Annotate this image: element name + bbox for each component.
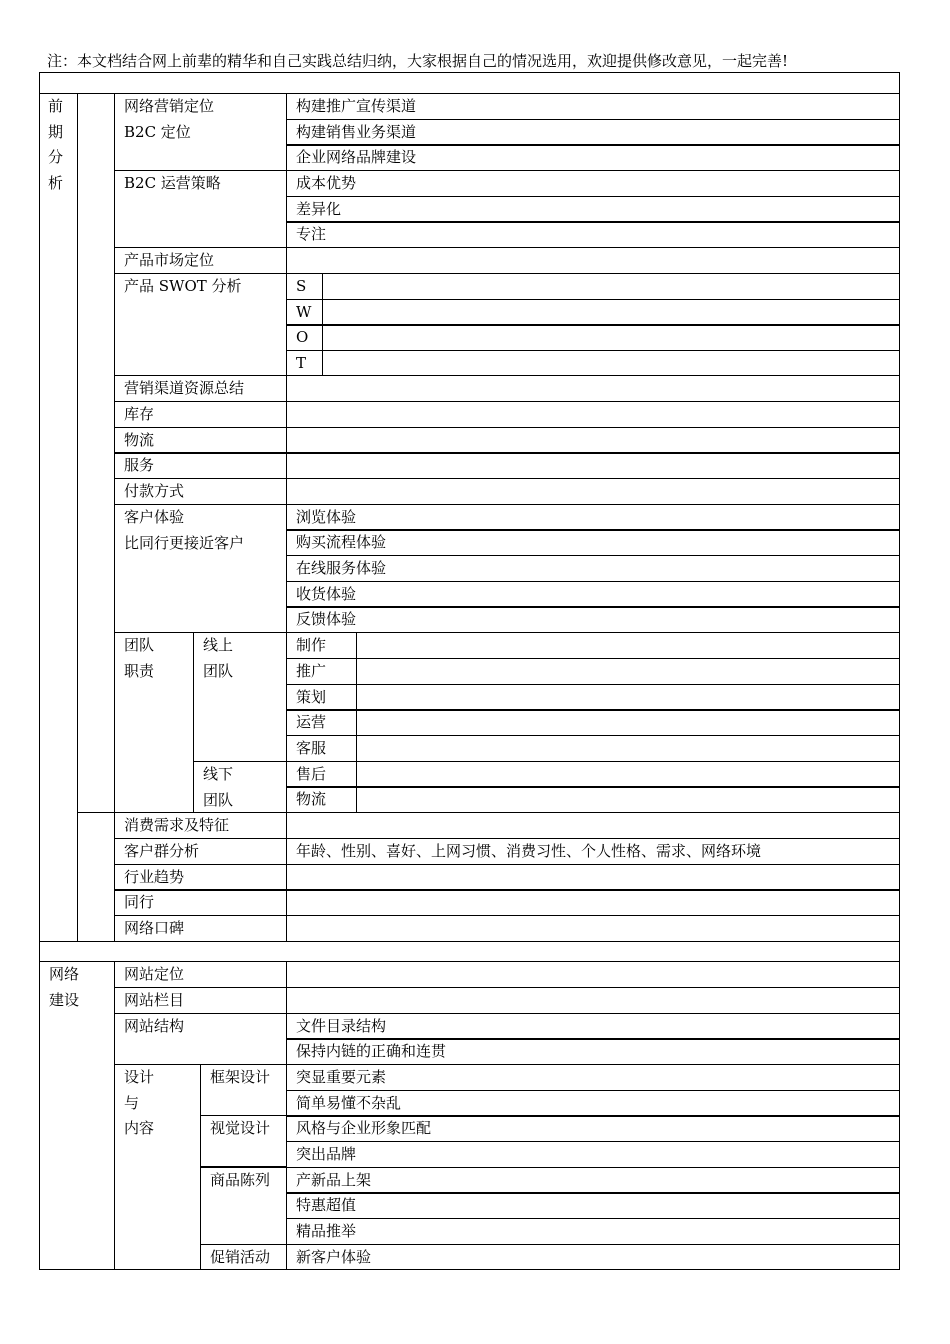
offline-team-value — [356, 761, 900, 788]
offline-team-value — [356, 786, 900, 813]
strategy-item: 专注 — [286, 221, 900, 248]
site-columns-value — [286, 987, 900, 1014]
industry-trend-label: 行业趋势 — [114, 864, 287, 891]
swot-letter: T — [286, 350, 323, 376]
section2-title: 网络 建设 — [39, 961, 115, 1270]
online-team-item: 客服 — [286, 735, 357, 762]
online-team-item: 制作 — [286, 632, 357, 659]
logistics-label: 物流 — [114, 427, 287, 454]
positioning-item: 企业网络品牌建设 — [286, 144, 900, 171]
service-label: 服务 — [114, 452, 287, 479]
section1-spacer-lower — [77, 812, 115, 942]
experience-item: 购买流程体验 — [286, 529, 900, 556]
peers-value — [286, 889, 900, 916]
team-label: 团队 职责 — [114, 632, 194, 813]
swot-label: 产品 SWOT 分析 — [114, 273, 287, 376]
swot-letter: S — [286, 273, 323, 300]
positioning-item: 构建推广宣传渠道 — [286, 93, 900, 120]
strategy-item: 成本优势 — [286, 170, 900, 197]
reputation-label: 网络口碑 — [114, 915, 287, 942]
consumer-demand-value — [286, 812, 900, 839]
strategy-item: 差异化 — [286, 196, 900, 223]
site-positioning-value — [286, 961, 900, 988]
promotion-item: 新客户体验 — [286, 1244, 900, 1270]
online-team-item: 推广 — [286, 658, 357, 685]
experience-item: 反馈体验 — [286, 606, 900, 633]
promotion-label: 促销活动 — [200, 1244, 287, 1270]
experience-item: 在线服务体验 — [286, 555, 900, 582]
section1-spacer-upper — [77, 93, 115, 813]
product-display-item: 特惠超值 — [286, 1192, 900, 1219]
site-structure-item: 文件目录结构 — [286, 1013, 900, 1040]
payment-value — [286, 478, 900, 505]
swot-letter: O — [286, 324, 323, 351]
visual-design-item: 风格与企业形象匹配 — [286, 1115, 900, 1142]
design-content-label: 设计 与 内容 — [114, 1064, 201, 1270]
product-display-item: 精品推举 — [286, 1218, 900, 1245]
channel-resources-value — [286, 375, 900, 402]
swot-value — [322, 324, 900, 351]
customer-group-label: 客户群分析 — [114, 838, 287, 865]
site-positioning-label: 网站定位 — [114, 961, 287, 988]
experience-item: 浏览体验 — [286, 504, 900, 531]
product-display-label: 商品陈列 — [200, 1167, 287, 1245]
industry-trend-value — [286, 864, 900, 891]
inventory-value — [286, 401, 900, 428]
online-team-label: 线上 团队 — [193, 632, 287, 762]
market-positioning-label: 产品市场定位 — [114, 247, 287, 274]
reputation-value — [286, 915, 900, 942]
swot-value — [322, 350, 900, 376]
inventory-label: 库存 — [114, 401, 287, 428]
product-display-item: 产新品上架 — [286, 1167, 900, 1194]
logistics-value — [286, 427, 900, 454]
separator-row — [39, 941, 900, 962]
swot-value — [322, 273, 900, 300]
frame-design-item: 突显重要元素 — [286, 1064, 900, 1091]
channel-resources-label: 营销渠道资源总结 — [114, 375, 287, 402]
online-team-item: 运营 — [286, 709, 357, 736]
offline-team-item: 售后 — [286, 761, 357, 788]
site-columns-label: 网站栏目 — [114, 987, 287, 1014]
online-team-value — [356, 735, 900, 762]
strategy-label: B2C 运营策略 — [114, 170, 287, 248]
offline-team-label: 线下 团队 — [193, 761, 287, 813]
offline-team-item: 物流 — [286, 786, 357, 813]
peers-label: 同行 — [114, 889, 287, 916]
swot-value — [322, 299, 900, 326]
blank-header-row — [39, 72, 900, 94]
experience-label: 客户体验 比同行更接近客户 — [114, 504, 287, 633]
online-team-value — [356, 709, 900, 736]
online-team-value — [356, 632, 900, 659]
service-value — [286, 452, 900, 479]
positioning-item: 构建销售业务渠道 — [286, 119, 900, 146]
online-team-value — [356, 658, 900, 685]
online-team-item: 策划 — [286, 684, 357, 711]
payment-label: 付款方式 — [114, 478, 287, 505]
visual-design-item: 突出品牌 — [286, 1141, 900, 1168]
market-positioning-value — [286, 247, 900, 274]
consumer-demand-label: 消费需求及特征 — [114, 812, 287, 839]
planning-table — [40, 73, 901, 1270]
frame-design-item: 简单易懂不杂乱 — [286, 1090, 900, 1117]
frame-design-label: 框架设计 — [200, 1064, 287, 1116]
customer-group-value: 年龄、性别、喜好、上网习惯、消费习性、个人性格、需求、网络环境 — [286, 838, 900, 865]
section1-title: 前 期 分 析 — [39, 93, 78, 942]
swot-letter: W — [286, 299, 323, 326]
site-structure-label: 网站结构 — [114, 1013, 287, 1065]
experience-item: 收货体验 — [286, 581, 900, 608]
positioning-label: 网络营销定位 B2C 定位 — [114, 93, 287, 171]
site-structure-item: 保持内链的正确和连贯 — [286, 1038, 900, 1065]
visual-design-label: 视觉设计 — [200, 1115, 287, 1167]
online-team-value — [356, 684, 900, 711]
document-note: 注：本文档结合网上前辈的精华和自己实践总结归纳，大家根据自己的情况选用，欢迎提供修改意见，一起完善! — [47, 52, 789, 70]
